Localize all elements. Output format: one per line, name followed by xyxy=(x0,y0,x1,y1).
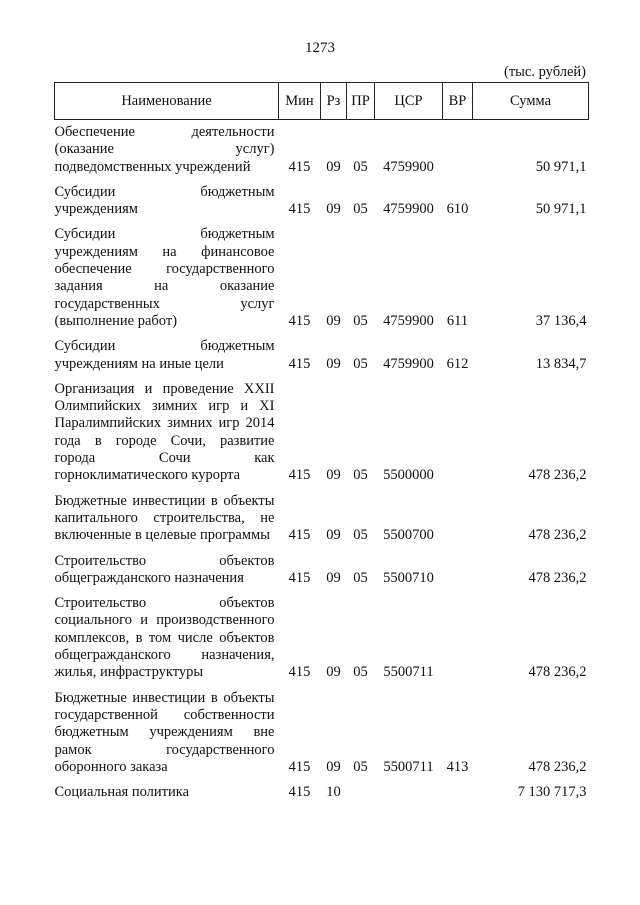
table-row xyxy=(55,776,589,801)
cell-csr: 5500700 xyxy=(383,527,434,544)
header-vr: ВР xyxy=(443,83,473,120)
table-row xyxy=(55,485,589,545)
budget-table xyxy=(54,82,589,801)
cell-csr xyxy=(375,776,443,801)
table-row xyxy=(55,218,589,330)
cell-pr: 05 xyxy=(353,758,368,775)
cell-sum: 478 236,2 xyxy=(528,527,587,544)
table-row xyxy=(55,373,589,485)
cell-vr: 611 xyxy=(446,312,469,329)
cell-csr: 5500000 xyxy=(383,467,434,484)
header-min: Мин xyxy=(279,83,321,120)
cell-name: Субсидии бюджетным учреждениям на иные цели xyxy=(54,338,275,372)
cell-csr: 5500710 xyxy=(383,569,434,586)
cell-name: Субсидии бюджетным учреждениям на финансовое обеспечение государственного задания на оказание государственных услуг (выполнение работ) xyxy=(54,226,275,329)
cell-vr xyxy=(443,485,473,545)
cell-csr: 4759900 xyxy=(383,158,434,175)
table-row xyxy=(55,587,589,681)
cell-min: 415 xyxy=(288,784,311,801)
cell-min: 415 xyxy=(288,201,311,218)
cell-pr: 05 xyxy=(353,355,368,372)
cell-vr xyxy=(443,776,473,801)
cell-csr: 4759900 xyxy=(383,201,434,218)
cell-vr: 610 xyxy=(446,201,469,218)
header-csr: ЦСР xyxy=(375,83,443,120)
cell-csr: 4759900 xyxy=(383,355,434,372)
cell-name: Обеспечение деятельности (оказание услуг) подведомственных учреждений xyxy=(54,124,275,175)
cell-name: Субсидии бюджетным учреждениям xyxy=(54,183,275,218)
cell-name: Бюджетные инвестиции в объекты государственной собственности бюджетным учреждениям вне рамок государственного оборонного заказа xyxy=(54,689,275,775)
page-number: 1273 xyxy=(305,40,335,56)
cell-rz: 09 xyxy=(326,758,341,775)
cell-pr: 05 xyxy=(353,467,368,484)
cell-min: 415 xyxy=(288,664,311,681)
cell-pr: 05 xyxy=(353,527,368,544)
cell-min: 415 xyxy=(288,758,311,775)
table-row xyxy=(55,545,589,588)
cell-name: Строительство объектов социального и производственного комплексов, в том числе объектов общегражданского назначения, жилья, инфраструктуры xyxy=(54,595,275,681)
cell-name: Бюджетные инвестиции в объекты капитального строительства, не включенные в целевые программы xyxy=(54,492,275,544)
cell-vr xyxy=(443,587,473,681)
cell-pr: 05 xyxy=(353,312,368,329)
cell-min: 415 xyxy=(288,312,311,329)
cell-name: Строительство объектов общегражданского назначения xyxy=(54,552,275,586)
cell-rz: 09 xyxy=(326,664,341,681)
cell-rz: 09 xyxy=(326,527,341,544)
cell-pr: 05 xyxy=(353,201,368,218)
table-header-row xyxy=(55,83,589,120)
table-row xyxy=(55,120,589,176)
cell-vr xyxy=(443,545,473,588)
cell-rz: 09 xyxy=(326,158,341,175)
cell-vr xyxy=(443,120,473,176)
cell-rz: 09 xyxy=(326,201,341,218)
header-rz: Рз xyxy=(321,83,347,120)
cell-min: 415 xyxy=(288,158,311,175)
cell-rz: 10 xyxy=(326,784,341,801)
header-pr: ПР xyxy=(347,83,375,120)
cell-min: 415 xyxy=(288,355,311,372)
cell-pr: 05 xyxy=(353,158,368,175)
cell-csr: 4759900 xyxy=(383,312,434,329)
cell-min: 415 xyxy=(288,569,311,586)
cell-csr: 5500711 xyxy=(383,758,434,775)
table-row xyxy=(55,682,589,776)
cell-sum: 50 971,1 xyxy=(535,201,587,218)
cell-rz: 09 xyxy=(326,312,341,329)
cell-pr xyxy=(347,776,375,801)
units-note: (тыс. рублей) xyxy=(504,64,586,80)
cell-sum: 478 236,2 xyxy=(528,467,587,484)
cell-pr: 05 xyxy=(353,569,368,586)
cell-vr: 413 xyxy=(446,758,469,775)
cell-name: Социальная политика xyxy=(54,784,190,801)
cell-rz: 09 xyxy=(326,355,341,372)
cell-rz: 09 xyxy=(326,569,341,586)
cell-csr: 5500711 xyxy=(383,664,434,681)
cell-sum: 7 130 717,3 xyxy=(517,784,587,801)
table-row xyxy=(55,176,589,219)
cell-sum: 478 236,2 xyxy=(528,758,587,775)
cell-sum: 13 834,7 xyxy=(535,355,587,372)
cell-sum: 478 236,2 xyxy=(528,664,587,681)
cell-pr: 05 xyxy=(353,664,368,681)
table-row xyxy=(55,330,589,373)
cell-min: 415 xyxy=(288,467,311,484)
cell-sum: 478 236,2 xyxy=(528,569,587,586)
cell-min: 415 xyxy=(288,527,311,544)
header-name: Наименование xyxy=(55,83,279,120)
cell-sum: 37 136,4 xyxy=(535,312,587,329)
cell-name: Организация и проведение XXII Олимпийских зимних игр и XI Паралимпийских зимних игр 2014 года в городе Сочи, развитие города Сочи как горноклиматического курорта xyxy=(54,380,275,484)
cell-vr xyxy=(443,373,473,485)
cell-vr: 612 xyxy=(446,355,469,372)
cell-sum: 50 971,1 xyxy=(535,158,587,175)
header-sum: Сумма xyxy=(473,83,589,120)
cell-rz: 09 xyxy=(326,467,341,484)
